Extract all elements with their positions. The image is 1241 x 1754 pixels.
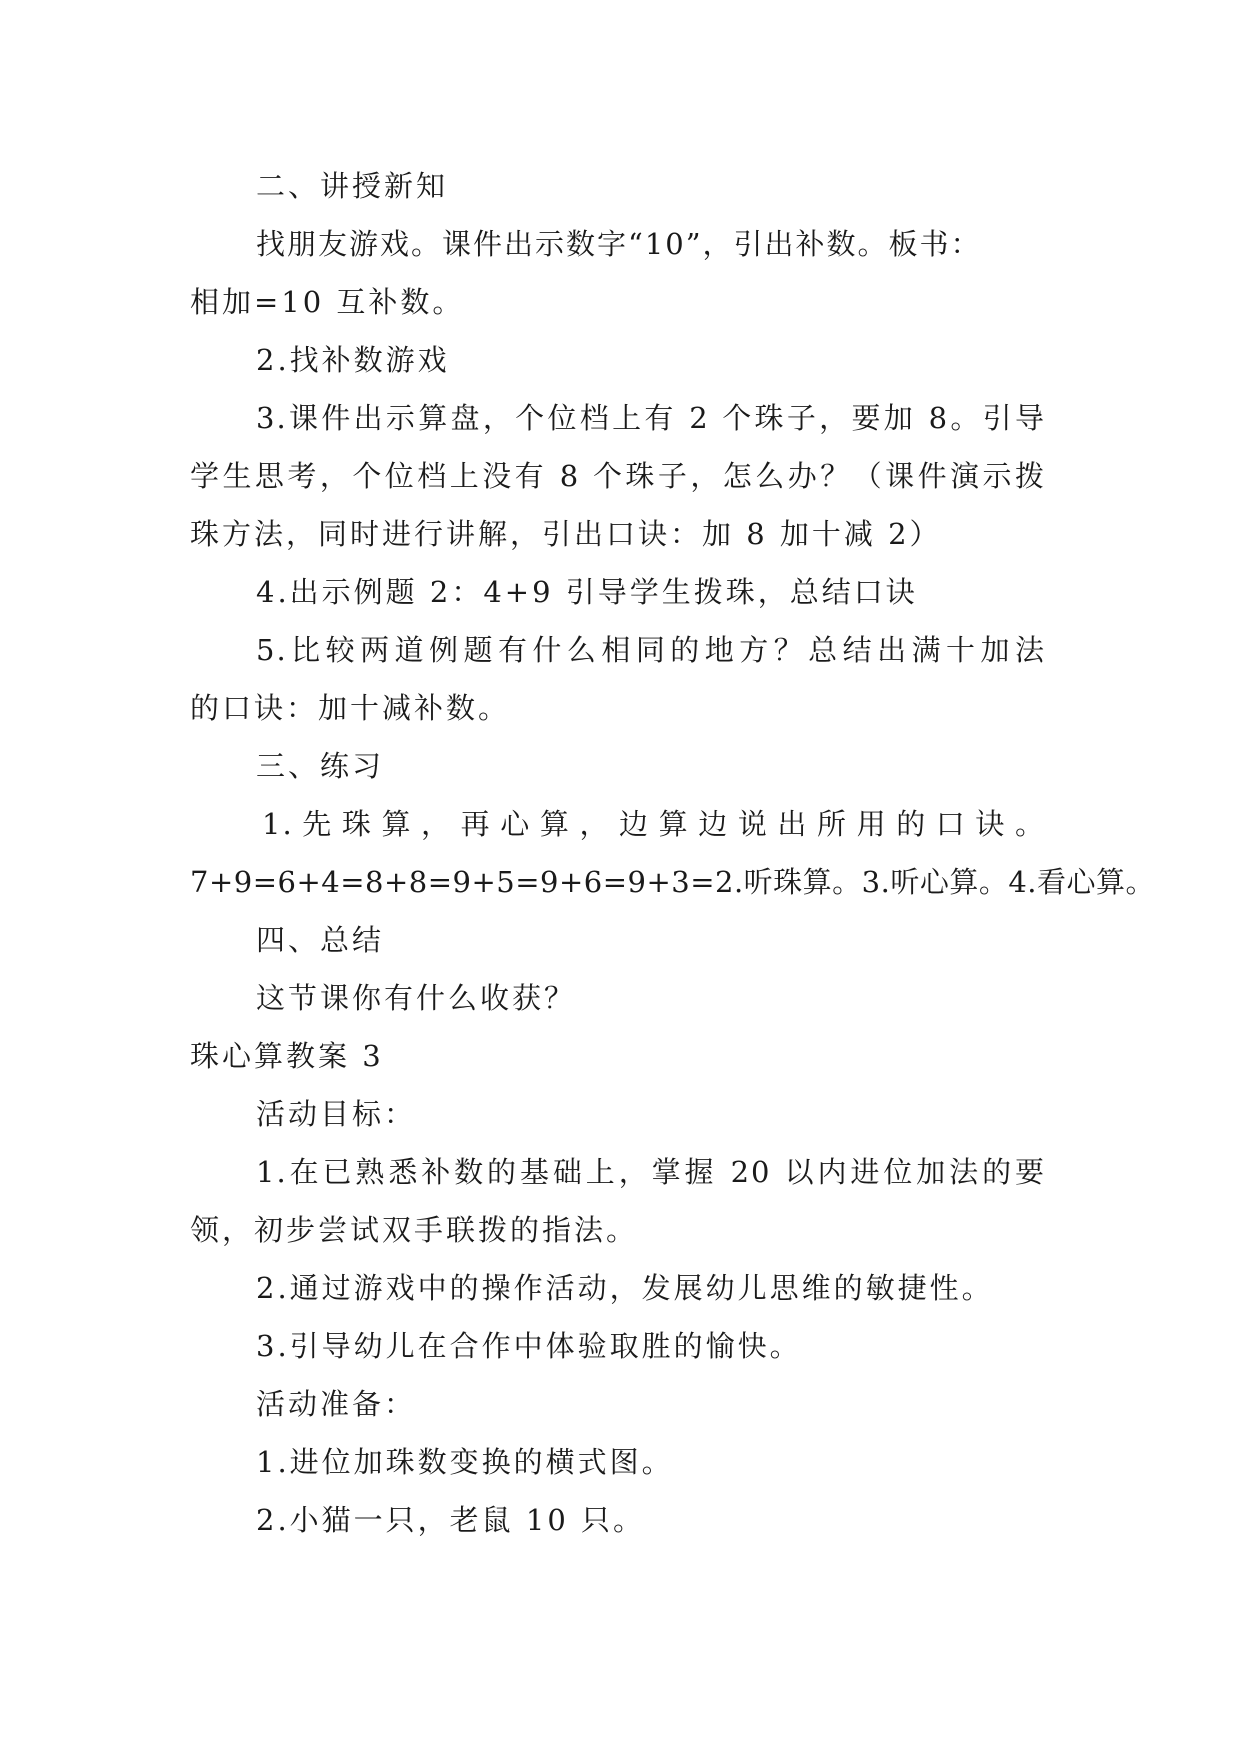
section-heading-goals: 活动目标： [256,1097,417,1131]
section-heading-summary: 四、总结 [256,923,385,957]
list-item-2: 2.小猫一只，老鼠 10 只。 [256,1503,646,1537]
paragraph-line: 找朋友游戏。课件出示数字“10”，引出补数。板书： [256,227,982,261]
list-item-1: 1.进位加珠数变换的横式图。 [256,1445,674,1479]
list-item-3: 3.引导幼儿在合作中体验取胜的愉快。 [256,1329,802,1363]
section-heading-preparation: 活动准备： [256,1387,417,1421]
paragraph-line: 的口诀：加十减补数。 [190,691,511,725]
list-item-5: 5.比较两道例题有什么相同的地方？总结出满十加法 [256,633,1046,667]
list-item-3: 3.课件出示算盘，个位档上有 2 个珠子，要加 8。引导 [256,401,1046,435]
paragraph-line: 这节课你有什么收获？ [256,981,577,1015]
paragraph-line: 7+9=6+4=8+8=9+5=9+6=9+3=2.听珠算。3.听心算。4.看心算。 [190,865,1156,899]
paragraph-line: 领，初步尝试双手联拨的指法。 [190,1213,639,1247]
document-title: 珠心算教案 3 [190,1039,384,1073]
list-item-4: 4.出示例题 2：4+9 引导学生拨珠，总结口诀 [256,575,918,609]
section-heading-practice: 三、练习 [256,749,385,783]
list-item-2: 2.找补数游戏 [256,343,450,377]
list-item-1: 1.先珠算，再心算，边算边说出所用的口诀。 [262,807,1046,841]
paragraph-line: 相加=10 互补数。 [190,285,465,319]
list-item-1: 1.在已熟悉补数的基础上，掌握 20 以内进位加法的要 [256,1155,1046,1189]
list-item-2: 2.通过游戏中的操作活动，发展幼儿思维的敏捷性。 [256,1271,994,1305]
paragraph-line: 学生思考，个位档上没有 8 个珠子，怎么办？（课件演示拨 [190,459,1046,493]
section-heading-teach-new: 二、讲授新知 [256,169,449,203]
paragraph-line: 珠方法，同时进行讲解，引出口诀：加 8 加十减 2） [190,517,942,551]
